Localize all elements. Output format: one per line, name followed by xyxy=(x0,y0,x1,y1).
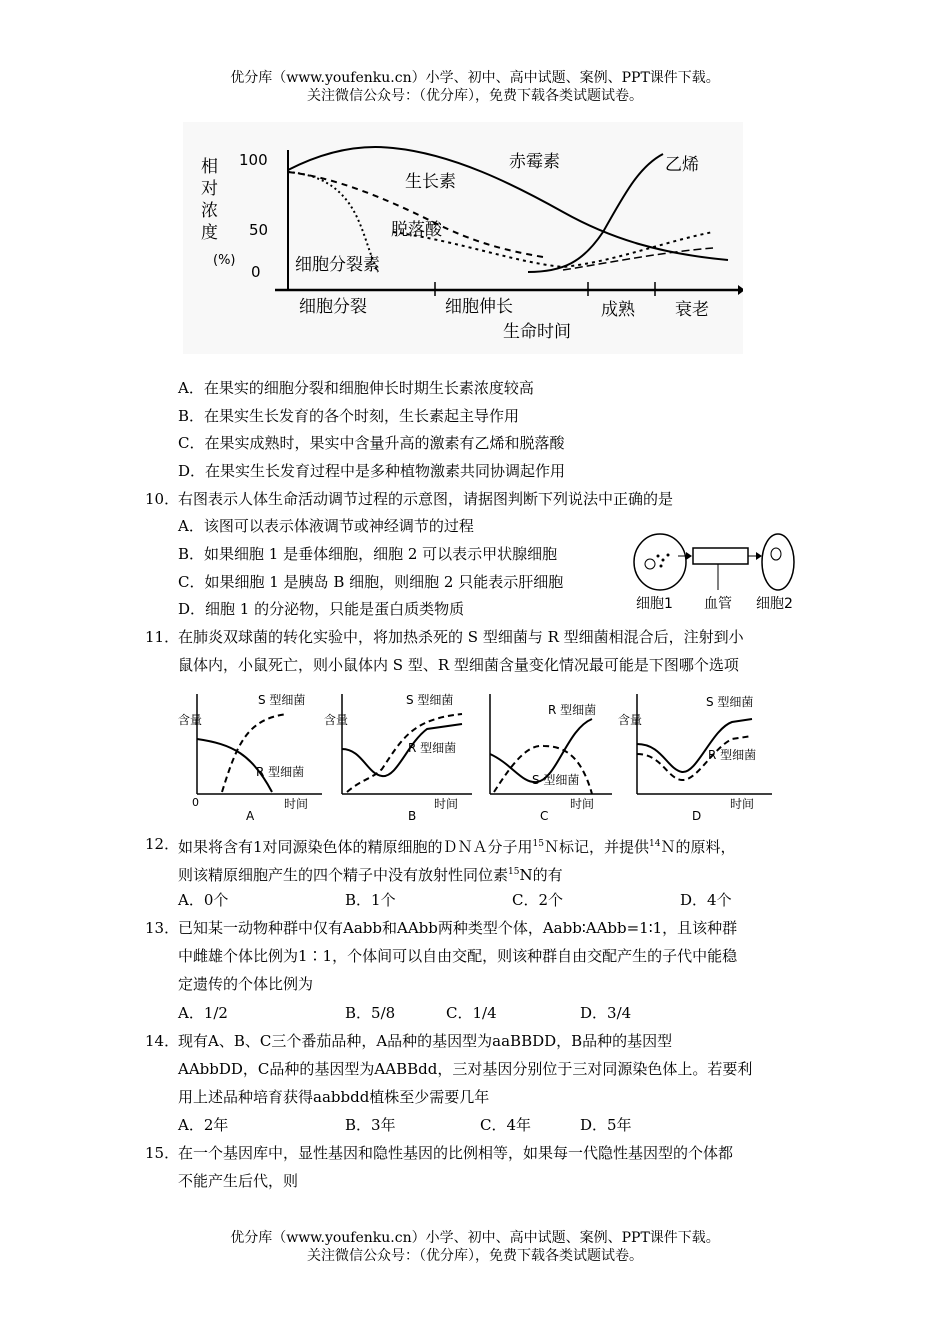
label-gibberellin: 赤霉素 xyxy=(509,152,560,172)
graph-d-xlabel: 时间 xyxy=(730,797,755,811)
ylabel-char-1: 相 xyxy=(201,157,218,177)
vessel-shape xyxy=(693,548,748,564)
q13-option-a: A．1/2 xyxy=(178,1004,228,1022)
ylabel-unit: (%) xyxy=(213,253,236,268)
label-ethylene: 乙烯 xyxy=(665,155,699,175)
label-abscisic-acid: 脱落酸 xyxy=(391,220,442,240)
secretion-dot xyxy=(662,559,665,562)
q12-option-a: A．0个 xyxy=(178,891,229,909)
graph-b-s-label: S 型细菌 xyxy=(406,693,454,707)
graph-d-r-label: R 型细菌 xyxy=(708,748,757,762)
footer-line-1: 优分库（www.youfenku.cn）小学、初中、高中试题、案例、PPT课件下载。 xyxy=(230,1230,720,1246)
q13-stem-line-3: 定遗传的个体比例为 xyxy=(178,975,314,993)
q9-option-a: A．在果实的细胞分裂和细胞伸长时期生长素浓度较高 xyxy=(178,379,534,397)
ylabel-char-4: 度 xyxy=(201,223,218,243)
secretion-dot xyxy=(660,565,663,568)
cell-2-nucleus xyxy=(771,548,781,560)
q9-option-c: C．在果实成熟时，果实中含量升高的激素有乙烯和脱落酸 xyxy=(178,434,565,452)
graph-a-s-label: S 型细菌 xyxy=(258,693,306,707)
q14-stem-line-1: 现有A、B、C三个番茄品种，A品种的基因型为aaBBDD，B品种的基因型 xyxy=(178,1032,673,1050)
arrow-2-icon xyxy=(756,552,762,560)
graph-a xyxy=(178,692,322,823)
ylabel-char-2: 对 xyxy=(201,179,218,199)
ytick-50: 50 xyxy=(249,221,269,239)
ytick-100: 100 xyxy=(239,151,268,169)
graph-b-xlabel: 时间 xyxy=(434,797,459,811)
secretion-dot xyxy=(657,555,660,558)
x-axis-label: 生命时间 xyxy=(503,322,571,342)
q11-stem-line-1: 在肺炎双球菌的转化实验中，将加热杀死的 S 型细菌与 R 型细菌相混合后，注射到小 xyxy=(178,628,744,646)
q12-option-b: B．1个 xyxy=(345,891,396,909)
phase-senescence: 衰老 xyxy=(675,300,709,320)
cell-1-label: 细胞1 xyxy=(636,596,673,612)
graph-c-label: C xyxy=(540,809,549,823)
q13-number: 13． xyxy=(145,919,180,937)
q14-number: 14． xyxy=(145,1032,180,1050)
phase-elongation: 细胞伸长 xyxy=(445,297,513,317)
q14-option-b: B．3年 xyxy=(345,1116,396,1134)
q10-option-a: A．该图可以表示体液调节或神经调节的过程 xyxy=(178,517,474,535)
graph-a-xlabel: 时间 xyxy=(284,797,309,811)
graph-d xyxy=(618,694,772,823)
hormone-chart-svg xyxy=(183,122,743,354)
graph-a-ylabel: 含量 xyxy=(178,713,203,727)
label-auxin: 生长素 xyxy=(405,172,456,192)
q13-option-d: D．3/4 xyxy=(580,1004,632,1022)
graph-d-s-label: S 型细菌 xyxy=(706,695,754,709)
q14-option-a: A．2年 xyxy=(178,1116,229,1134)
q15-stem-line-1: 在一个基因库中，显性基因和隐性基因的比例相等，如果每一代隐性基因型的个体都 xyxy=(178,1144,734,1162)
cell-signaling-svg xyxy=(618,520,810,620)
q12-stem-line-1: 如果将含有1对同源染色体的精原细胞的ＤＮＡ分子用$^{15}$Ｎ标记，并提供$^{14}$Ｎ的原料， xyxy=(178,838,736,856)
q13-stem-line-1: 已知某一动物种群中仅有Aabb和AAbb两种类型个体，Aabb∶AAbb=1∶1，且该种群 xyxy=(178,919,738,937)
graph-a-label: A xyxy=(246,809,255,823)
secretion-dot xyxy=(667,554,670,557)
graph-d-label: D xyxy=(692,809,702,823)
q10-option-c: C．如果细胞 1 是胰岛 B 细胞，则细胞 2 只能表示肝细胞 xyxy=(178,573,564,591)
q13-option-c: C．1/4 xyxy=(446,1004,497,1022)
graph-a-origin: 0 xyxy=(192,796,199,809)
graph-b-r-label: R 型细菌 xyxy=(408,741,457,755)
phase-division: 细胞分裂 xyxy=(299,297,367,317)
q10-stem: 右图表示人体生命活动调节过程的示意图，请据图判断下列说法中正确的是 xyxy=(178,490,674,508)
q11-number: 11． xyxy=(145,628,180,646)
q12-option-c: C．2个 xyxy=(512,891,564,909)
q15-stem-line-2: 不能产生后代，则 xyxy=(178,1172,299,1190)
ylabel-char-3: 浓 xyxy=(201,201,218,221)
vessel-label: 血管 xyxy=(704,596,732,612)
graph-b-ylabel: 含量 xyxy=(324,713,349,727)
graph-b xyxy=(324,692,472,823)
q14-stem-line-2: AAbbDD，C品种的基因型为AABBdd，三对基因分别位于三对同源染色体上。若要利 xyxy=(178,1060,753,1078)
graph-c-r-label: R 型细菌 xyxy=(548,703,597,717)
phase-maturity: 成熟 xyxy=(601,300,635,320)
header-line-2: 关注微信公众号：（优分库），免费下载各类试题试卷。 xyxy=(307,88,643,104)
q10-option-d: D．细胞 1 的分泌物，只能是蛋白质类物质 xyxy=(178,600,465,618)
graph-b-label: B xyxy=(408,809,417,823)
graph-a-r-label: R 型细菌 xyxy=(256,765,305,779)
footer-line-2: 关注微信公众号：（优分库），免费下载各类试题试卷。 xyxy=(307,1248,643,1264)
q12-stem-line-2: 则该精原细胞产生的四个精子中没有放射性同位素$^{15}$N的有 xyxy=(178,866,563,884)
q15-number: 15． xyxy=(145,1144,180,1162)
q10-option-b: B．如果细胞 1 是垂体细胞，细胞 2 可以表示甲状腺细胞 xyxy=(178,545,558,563)
graph-c-xlabel: 时间 xyxy=(570,797,595,811)
hormone-chart xyxy=(183,122,743,354)
graph-c-s-label: S 型细菌 xyxy=(532,773,580,787)
q12-option-d: D．4个 xyxy=(680,891,732,909)
q14-stem-line-3: 用上述品种培育获得aabbdd植株至少需要几年 xyxy=(178,1088,490,1106)
q11-stem-line-2: 鼠体内，小鼠死亡，则小鼠体内 S 型、R 型细菌含量变化情况最可能是下图哪个选项 xyxy=(178,656,739,674)
cell-2-shape xyxy=(762,534,794,590)
graph-c xyxy=(490,694,612,823)
cell-2-label: 细胞2 xyxy=(756,596,793,612)
ytick-0: 0 xyxy=(251,263,261,281)
graph-a-s-curve xyxy=(222,714,287,792)
cell-signaling-diagram xyxy=(618,520,810,620)
q12-number: 12． xyxy=(145,835,180,853)
q10-number: 10． xyxy=(145,490,180,508)
q14-option-c: C．4年 xyxy=(480,1116,532,1134)
bacteria-graphs xyxy=(172,684,792,824)
q13-option-b: B．5/8 xyxy=(345,1004,396,1022)
header-line-1: 优分库（www.youfenku.cn）小学、初中、高中试题、案例、PPT课件下载。 xyxy=(230,70,720,86)
q14-option-d: D．5年 xyxy=(580,1116,632,1134)
q13-stem-line-2: 中雌雄个体比例为1∶1，个体间可以自由交配，则该种群自由交配产生的子代中能稳 xyxy=(178,947,738,965)
q9-option-b: B．在果实生长发育的各个时刻，生长素起主导作用 xyxy=(178,407,520,425)
graph-d-s-curve xyxy=(637,719,752,772)
bacteria-graphs-svg xyxy=(172,684,792,824)
q9-option-d: D．在果实生长发育过程中是多种植物激素共同协调起作用 xyxy=(178,462,566,480)
cell-1-shape xyxy=(634,534,686,590)
arrow-1-icon xyxy=(686,552,692,560)
cell-1-nucleus xyxy=(645,559,655,569)
label-cytokinin: 细胞分裂素 xyxy=(295,255,380,275)
graph-d-ylabel: 含量 xyxy=(618,713,643,727)
